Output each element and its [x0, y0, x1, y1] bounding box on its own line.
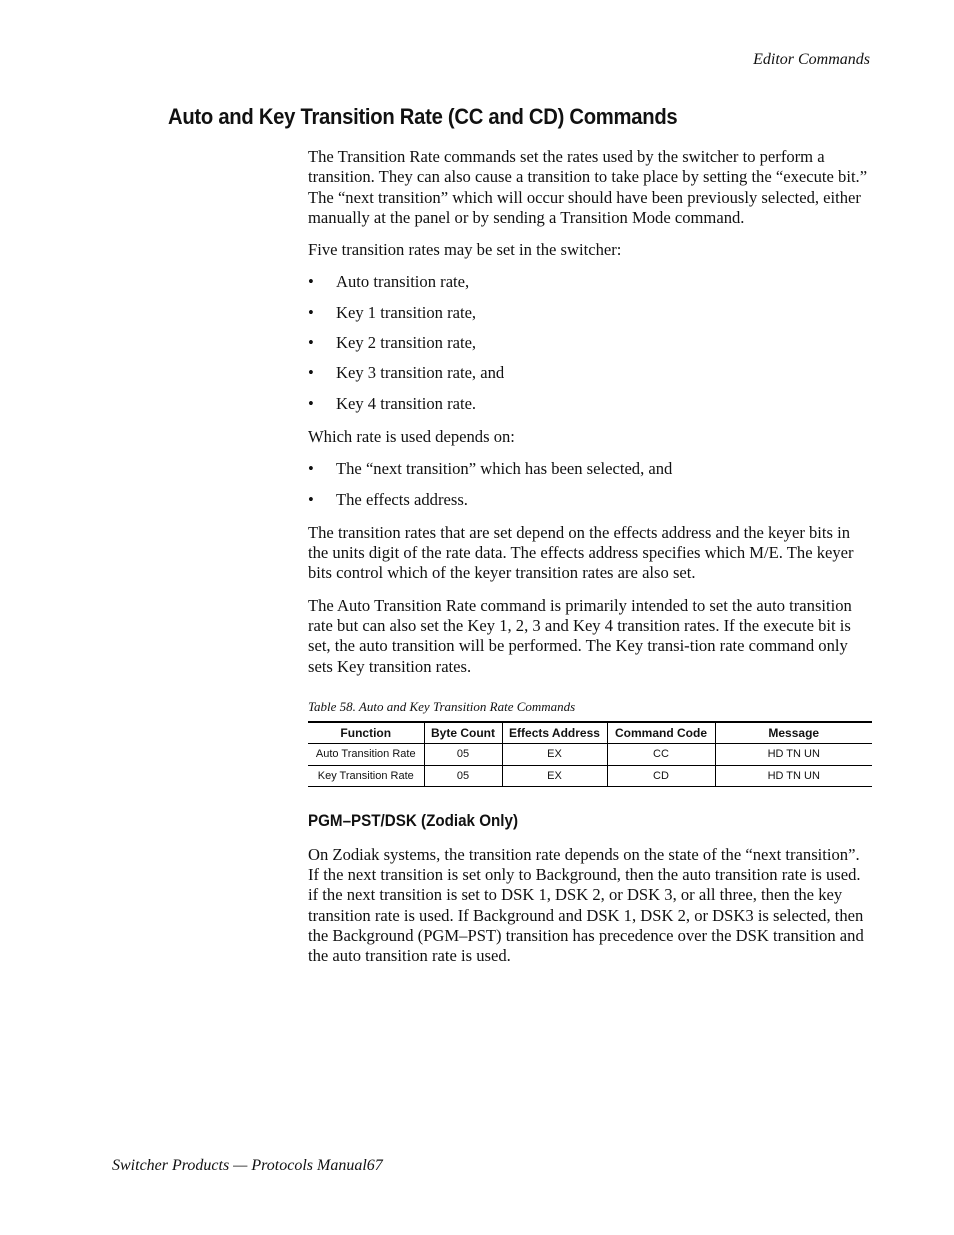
- table-caption: Table 58. Auto and Key Transition Rate Commands: [308, 698, 576, 714]
- bullet-icon: •: [308, 489, 314, 509]
- rates-list: [308, 272, 872, 413]
- table-cell: 05: [424, 765, 502, 786]
- list-item-text: Key 4 transition rate.: [336, 393, 477, 413]
- table-row: [308, 744, 872, 765]
- list-item-text: Key 3 transition rate, and: [336, 363, 505, 383]
- table-header-row: [308, 722, 872, 744]
- bullet-icon: •: [308, 272, 314, 292]
- list-item: [308, 490, 872, 510]
- column-header-message: Message: [715, 722, 872, 744]
- list-item-text: The effects address.: [336, 489, 468, 509]
- five-rates-paragraph: Five transition rates may be set in the switcher:: [308, 240, 622, 260]
- table-cell: EX: [502, 744, 607, 765]
- section-title: Auto and Key Transition Rate (CC and CD) Commands: [168, 104, 678, 129]
- bullet-icon: •: [308, 393, 314, 413]
- column-header-command-code: Command Code: [607, 722, 715, 744]
- column-header-function: Function: [308, 722, 424, 744]
- table-cell: HD TN UN: [715, 744, 872, 765]
- list-item: [308, 363, 872, 383]
- body-column: [308, 147, 872, 979]
- running-footer: Switcher Products — Protocols Manual67: [112, 1157, 383, 1174]
- table-cell: EX: [502, 765, 607, 786]
- running-header: Editor Commands: [753, 51, 870, 68]
- rates-set-paragraph: The transition rates that are set depend on the effects address and the keyer bits in the units digit of the rate data. The effects address specifies which M/E. The keyer bits control which of the keyer transition rates are also set.: [308, 522, 854, 583]
- list-item: [308, 394, 872, 414]
- table-cell: Auto Transition Rate: [308, 744, 424, 765]
- column-header-byte-count: Byte Count: [424, 722, 502, 744]
- list-item: [308, 459, 872, 479]
- list-item-text: Auto transition rate,: [336, 272, 470, 292]
- table-cell: CC: [607, 744, 715, 765]
- subsection-title: PGM–PST/DSK (Zodiak Only): [308, 811, 519, 830]
- table-cell: 05: [424, 744, 502, 765]
- table-cell: CD: [607, 765, 715, 786]
- list-item-text: The “next transition” which has been selected, and: [336, 459, 673, 479]
- bullet-icon: •: [308, 302, 314, 322]
- intro-paragraph: The Transition Rate commands set the rates used by the switcher to perform a transition. They can also cause a transition to take place by setting the “execute bit.” The “next transition” which will occur should have been previously selected, either manually at the panel or by sending a Transition Mode command.: [308, 147, 868, 227]
- list-item: [308, 333, 872, 353]
- column-header-effects-address: Effects Address: [502, 722, 607, 744]
- subsection-paragraph: On Zodiak systems, the transition rate depends on the state of the “next transition”. If the next transition is set only to Background, then the auto transition rate is used. if the next transition is set to DSK 1, DSK 2, or DSK 3, or all three, then the key transition rate is used. If Background and DSK 1, DSK 2, or DSK3 is selected, then the Background (PGM–PST) transition has precedence over the DSK transition and the auto transition rate is used.: [308, 844, 864, 966]
- list-item-text: Key 1 transition rate,: [336, 302, 477, 322]
- list-item-text: Key 2 transition rate,: [336, 333, 477, 353]
- bullet-icon: •: [308, 363, 314, 383]
- auto-rate-paragraph: The Auto Transition Rate command is primarily intended to set the auto transition rate but can also set the Key 1, 2, 3 and Key 4 transition rates. If the execute bit is set, the auto transition will be performed. The Key transi-tion rate command only sets Key transition rates.: [308, 595, 852, 676]
- commands-table: [308, 721, 872, 787]
- depends-list: [308, 459, 872, 510]
- table-cell: HD TN UN: [715, 765, 872, 786]
- table-row: [308, 765, 872, 786]
- bullet-icon: •: [308, 459, 314, 479]
- depends-paragraph: Which rate is used depends on:: [308, 426, 515, 446]
- table-cell: Key Transition Rate: [308, 765, 424, 786]
- list-item: [308, 303, 872, 323]
- bullet-icon: •: [308, 333, 314, 353]
- list-item: [308, 272, 872, 292]
